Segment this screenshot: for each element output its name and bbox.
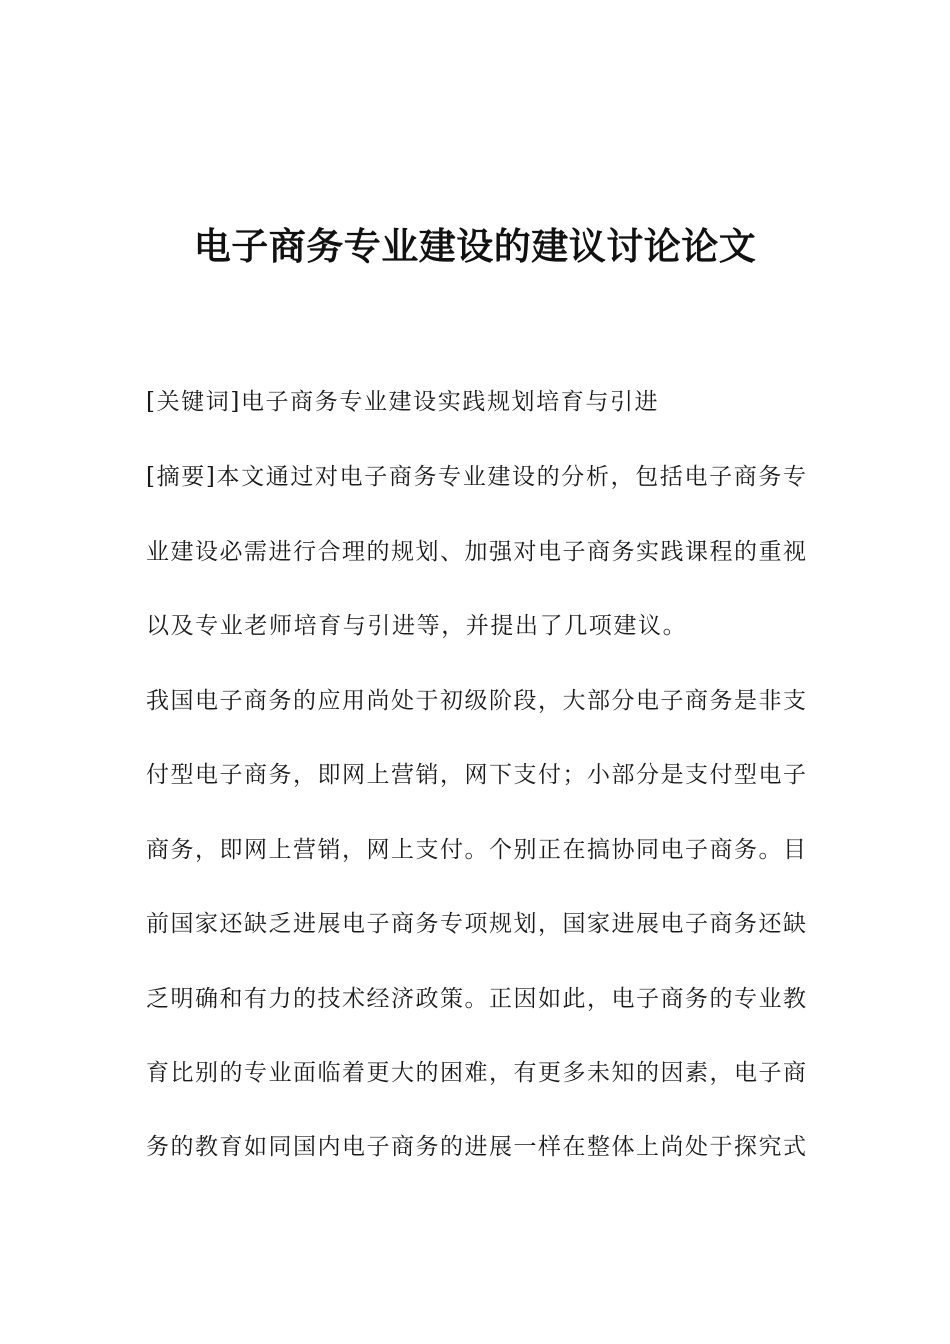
- abstract-line-1: [摘要]本文通过对电子商务专业建设的分析，包括电子商务专: [146, 464, 806, 490]
- body-line-2: 付型电子商务，即网上营销，网下支付；小部分是支付型电子: [146, 762, 806, 788]
- body-line-6: 育比别的专业面临着更大的困难，有更多未知的因素，电子商: [146, 1060, 806, 1086]
- body-line-4: 前国家还缺乏进展电子商务专项规划，国家进展电子商务还缺: [146, 911, 806, 937]
- abstract-line-3: 以及专业老师培育与引进等，并提出了几项建议。: [146, 613, 688, 639]
- body-line-5: 乏明确和有力的技术经济政策。正因如此，电子商务的专业教: [146, 986, 806, 1012]
- document-title: 电子商务专业建设的建议讨论论文: [193, 225, 757, 268]
- abstract-line-2: 业建设必需进行合理的规划、加强对电子商务实践课程的重视: [146, 539, 806, 565]
- body-line-1: 我国电子商务的应用尚处于初级阶段，大部分电子商务是非支: [146, 688, 806, 714]
- body-line-7: 务的教育如同国内电子商务的进展一样在整体上尚处于探究式: [146, 1134, 806, 1160]
- body-line-3: 商务，即网上营销，网上支付。个别正在搞协同电子商务。目: [146, 837, 806, 863]
- keywords-line: [关键词]电子商务专业建设实践规划培育与引进: [146, 389, 660, 415]
